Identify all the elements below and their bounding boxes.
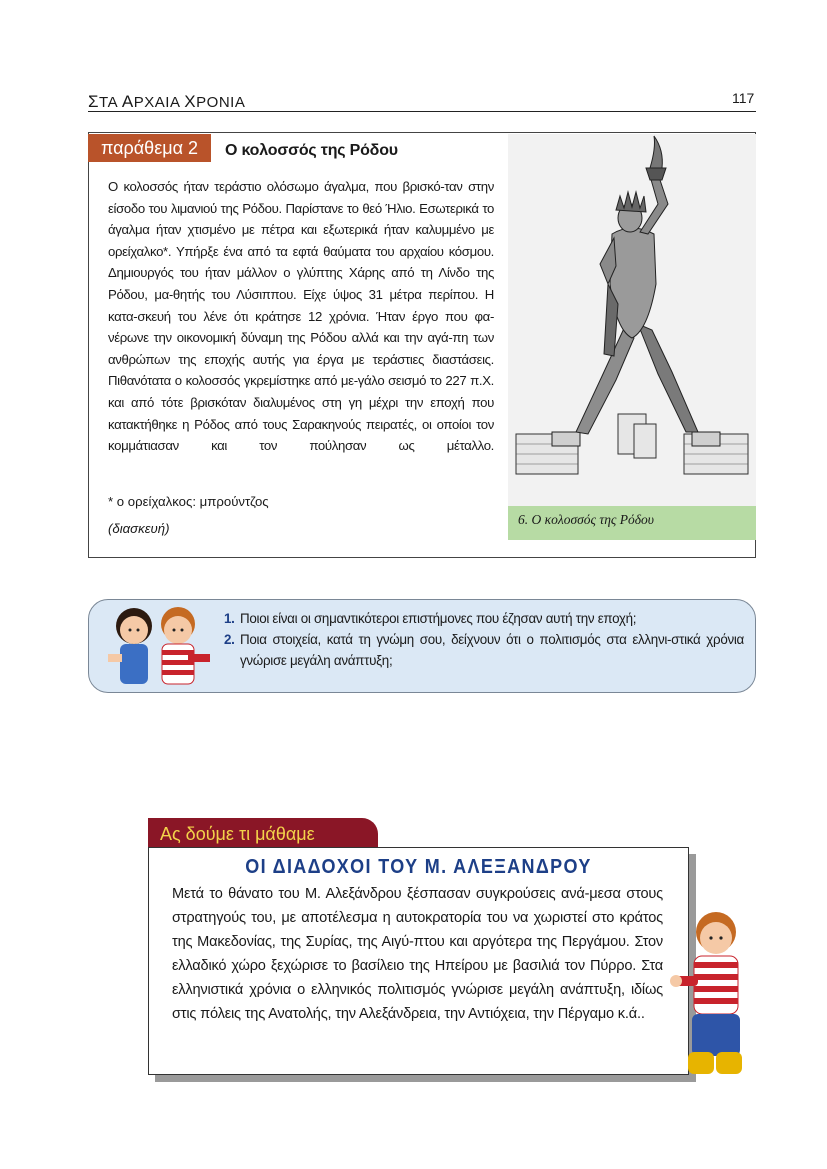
source-body: [108, 176, 494, 457]
running-head-initial: Χ: [184, 92, 197, 111]
question-number: 1.: [224, 611, 235, 626]
running-head: [88, 92, 245, 112]
summary-paragraph: Μετά το θάνατο του Μ. Αλεξάνδρου ξέσπασαν συγκρούσεις ανά-μεσα στους στρατηγούς του, με αποτέλεσμα η αυτοκρατορία του να χωριστεί στο κράτος της Μακεδονίας, της Συρίας, της Αιγύ-πτου και αργότερα της Περγάμου. Στον ελλαδικό χώρο ξεχώρισε το βασίλειο της Ηπείρου με βασιλιά τον Πύρρο. Στα ελληνιστικά χρόνια ο ελληνικός πολιτισμός γνώρισε μεγάλη ανάπτυξη, ιδίως στις πόλεις της Ανατολής, την Αλεξάνδρεια, την Αντιόχεια, την Πέργαμο κ.ά..: [172, 886, 663, 1022]
summary-heading: ΟΙ ΔΙΑΔΟΧΟΙ ΤΟΥ Μ. ΑΛΕΞΑΝΔΡΟΥ: [245, 856, 592, 878]
question-item: [224, 608, 744, 629]
question-number: 2.: [224, 632, 235, 647]
running-head-rest: ΤΑ: [99, 94, 122, 111]
running-head-rest: ΡΟΝΙΑ: [196, 94, 246, 111]
adaptation-note: (διασκευή): [108, 521, 170, 536]
source-title: Ο κολοσσός της Ρόδου: [225, 142, 398, 159]
running-head-initial: Σ: [88, 92, 100, 111]
question-item: [224, 629, 744, 671]
question-text: Ποιοι είναι οι σημαντικότεροι επιστήμονες που έζησαν αυτή την εποχή;: [240, 611, 637, 626]
question-list: [224, 608, 744, 671]
summary-body: [172, 882, 663, 1026]
image-caption: 6. Ο κολοσσός της Ρόδου: [518, 512, 654, 527]
header-rule: [88, 111, 756, 112]
kids-illustration: [96, 602, 220, 690]
colossus-illustration: [508, 134, 756, 506]
boy-illustration: [670, 906, 760, 1084]
source-paragraph: Ο κολοσσός ήταν τεράστιο ολόσωμο άγαλμα, που βρισκό-ταν στην είσοδο του λιμανιού της Ρόδου. Παρίστανε το θεό Ήλιο. Εσωτερικά το άγαλμα ήταν χτισμένο με πέτρα και εξωτερικά ήταν καλυμμένο με ορείχαλκο*. Υπήρξε ένα από τα εφτά θαύματα του αρχαίου κόσμου. Δημιουργός του ήταν μάλλον ο γλύπτης Χάρης από τη Λίνδο της Ρόδου, μα-θητής του Λύσιππου. Είχε ύψος 31 μέτρα περίπου. Η κατα-σκευή του λένε ότι κράτησε 12 χρόνια. Ήταν έργο που φα-νέρωνε την οικονομική δύναμη της Ρόδου αλλά και την αγά-πη των ανθρώπων της εποχής αυτής για έργα με τεράστιες διαστάσεις. Πιθανότατα ο κολοσσός γκρεμίστηκε από με-γάλο σεισμό το 227 π.Χ. και από τότε βρισκόταν διαλυμένος στη γη μέχρι την εποχή που κατακτήθηκε η Ρόδος από τους Σαρακηνούς πειρατές, οι οποίοι τον κομμάτιασαν και τον πούλησαν ως μέταλλο.: [108, 179, 494, 454]
question-text: Ποια στοιχεία, κατά τη γνώμη σου, δείχνουν ότι ο πολιτισμός στα ελληνι-στικά χρόνια γνώρισε μεγάλη ανάπτυξη;: [240, 632, 744, 668]
footnote: * ο ορείχαλκος: μπρούντζος: [108, 494, 269, 509]
source-tag: παράθεμα 2: [88, 134, 211, 162]
running-head-rest: ΡΧΑΙΑ: [133, 94, 185, 111]
summary-tab: Ας δούμε τι μάθαμε: [148, 818, 378, 850]
page-number: 117: [732, 90, 755, 106]
running-head-initial: Α: [121, 92, 134, 111]
